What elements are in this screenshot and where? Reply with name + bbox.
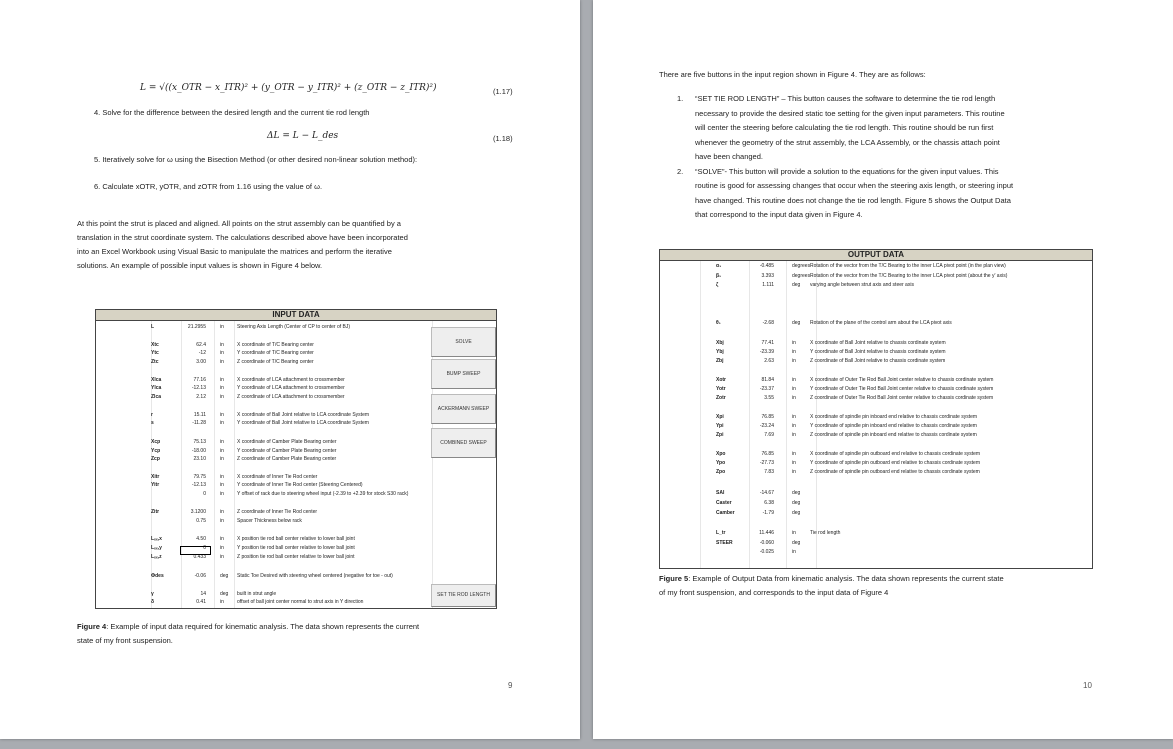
list-item-line: necessary to provide the desired static toe setting for the given input parameters. This routine xyxy=(695,108,1005,118)
combined-sweep-button[interactable]: COMBINED SWEEP xyxy=(431,428,496,458)
equation-1-17: L = √((x_OTR − x_ITR)² + (y_OTR − y_ITR)² + (z_OTR − z_ITR)²) xyxy=(140,83,437,93)
cell-val[interactable]: 15.11 xyxy=(193,412,206,418)
table-row xyxy=(660,509,1092,518)
cell-desc: Z coordinate of spindle pin outboard end relative to chassis cordinate system xyxy=(810,469,980,475)
cell-unit: in xyxy=(220,456,224,462)
cell-val[interactable]: -12 xyxy=(198,350,206,356)
cell-unit: in xyxy=(792,549,796,555)
cell-val[interactable]: 0.41 xyxy=(196,599,206,605)
page-9 xyxy=(0,0,580,739)
cell-desc: Static Toe Desired with steering wheel centered (negative for toe - out) xyxy=(237,573,393,579)
list-item-line: whenever the geometry of the strut assembly, the LCA Assembly, or the chassis attach point xyxy=(695,137,1000,147)
cell-val[interactable]: -23.39 xyxy=(759,349,774,355)
cell-sym: Xlca xyxy=(151,377,162,383)
cell-sym: γ xyxy=(151,591,154,597)
table-row xyxy=(660,489,1092,498)
cell-unit: in xyxy=(220,518,224,524)
cell-val[interactable]: 76.85 xyxy=(761,451,774,457)
cell-unit: deg xyxy=(792,490,801,496)
cell-sym: Zpo xyxy=(716,469,726,475)
cell-unit: in xyxy=(792,451,796,457)
list-item-line: have been changed. xyxy=(695,152,763,161)
cell-desc: Z coordinate of Outer Tie Rod Ball Joint center relative to chassis cordinate system xyxy=(810,395,994,401)
cell-desc: built in strut angle xyxy=(237,591,277,597)
cell-val[interactable]: 1.111 xyxy=(762,282,774,288)
output-data-table xyxy=(659,249,1093,569)
cell-desc: Y coordinate of Ball Joint relative to chassis cordinate system xyxy=(810,349,946,355)
cell-desc: Y offset of rack due to steering wheel input (-2.39 to +2.39 for stock S30 rack) xyxy=(237,491,409,497)
table-row xyxy=(660,459,1092,468)
cell-val[interactable]: -23.37 xyxy=(759,386,774,392)
cell-unit: in xyxy=(220,359,224,365)
cell-unit: in xyxy=(792,358,796,364)
cell-unit: degrees xyxy=(792,273,811,279)
cell-sym: L xyxy=(151,324,155,330)
cell-desc: X coordinate of Outer Tie Rod Ball Joint center relative to chassis cordinate system xyxy=(810,377,994,383)
table-row xyxy=(96,490,496,499)
cell-desc: varying angle between strut axis and steer axis xyxy=(810,282,914,288)
cell-unit: in xyxy=(220,491,224,497)
equation-number: (1.18) xyxy=(493,134,513,143)
cell-desc: Z coordinate of Camber Plate Bearing center xyxy=(237,456,337,462)
cell-val[interactable]: -27.73 xyxy=(759,460,774,466)
cell-val[interactable]: -12.13 xyxy=(191,385,206,391)
intro-text: There are five buttons in the input region shown in Figure 4. They are as follows: xyxy=(659,70,926,79)
table-row xyxy=(660,281,1092,290)
list-number: 1. xyxy=(677,94,684,103)
cell-val[interactable]: 77.16 xyxy=(193,377,206,383)
cell-desc: X coordinate of T/C Bearing center xyxy=(237,342,314,348)
step-5: 5. Iteratively solve for ω using the Bisection Method (or other desired non-linear solution method): xyxy=(94,155,418,164)
cell-val[interactable]: 0 xyxy=(203,491,206,497)
table-row xyxy=(660,431,1092,440)
cell-desc: Z position tie rod ball center relative to lower ball joint xyxy=(237,554,355,560)
cell-unit: in xyxy=(792,414,796,420)
cell-sym: Xtc xyxy=(151,342,159,348)
cell-val[interactable]: -1.79 xyxy=(762,510,774,516)
table-row xyxy=(660,262,1092,271)
cell-desc: Y coordinate of Camber Plate Bearing center xyxy=(237,448,337,454)
cell-unit: in xyxy=(792,530,796,536)
cell-sym: Xotr xyxy=(716,377,726,383)
caption-text-line2: state of my front suspension. xyxy=(77,636,173,645)
table-row xyxy=(660,394,1092,403)
cell-desc: offset of ball joint center normal to strut axis in Y direction xyxy=(237,599,364,605)
cell-unit: in xyxy=(792,349,796,355)
output-table-title: OUTPUT DATA xyxy=(660,250,1092,261)
page-number: 10 xyxy=(1083,681,1092,690)
cell-unit: in xyxy=(220,394,224,400)
cell-desc: Rotation of the vector from the T/C Bearing to the inner LCA pivot point (about the y' axis) xyxy=(810,273,1008,279)
table-row xyxy=(660,319,1092,328)
cell-unit: in xyxy=(220,439,224,445)
cell-val[interactable]: -23.24 xyxy=(759,423,774,429)
cell-unit: deg xyxy=(792,510,801,516)
paragraph-line: into an Excel Workbook using Visual Basic to manipulate the matrices and perform the iterative xyxy=(77,247,392,256)
cell-desc: Rotation of the plane of the control arm about the LCA pivot axis xyxy=(810,320,952,326)
cell-sym: Xbj xyxy=(716,340,724,346)
equation-1-18: ΔL = L − L_des xyxy=(267,131,339,141)
cell-desc: Y coordinate of Inner Tie Rod center (Steering Centered) xyxy=(237,482,363,488)
page-number: 9 xyxy=(508,681,513,690)
table-row xyxy=(96,544,496,553)
cell-sym: Zitr xyxy=(151,509,160,515)
cell-unit: deg xyxy=(792,540,801,546)
step-4: 4. Solve for the difference between the desired length and the current tie rod length xyxy=(94,108,370,117)
cell-val[interactable]: 76.85 xyxy=(761,414,774,420)
cell-val[interactable]: -0.025 xyxy=(759,549,774,555)
cell-sym: Ylca xyxy=(151,385,162,391)
cell-desc: X coordinate of Inner Tie Rod center xyxy=(237,474,318,480)
cell-sym: Ypo xyxy=(716,460,726,466)
cell-sym: δ xyxy=(151,599,155,605)
list-item xyxy=(677,92,1107,165)
table-row xyxy=(96,535,496,544)
cell-val[interactable]: 0 xyxy=(203,545,206,551)
paragraph-line: solutions. An example of possible input values is shown in Figure 4 below. xyxy=(77,261,323,270)
cell-val[interactable]: -18.00 xyxy=(191,448,206,454)
table-row xyxy=(660,529,1092,538)
cell-unit: in xyxy=(792,469,796,475)
cell-desc: Y position tie rod ball center relative to lower ball joint xyxy=(237,545,355,551)
cell-unit: in xyxy=(220,385,224,391)
cell-sym: SAI xyxy=(716,490,725,496)
cell-sym: Lₓₓ,z xyxy=(151,554,162,560)
cell-sym: Yitr xyxy=(151,482,160,488)
cell-val[interactable]: 79.75 xyxy=(193,474,206,480)
cell-val[interactable]: -12.13 xyxy=(191,482,206,488)
cell-unit: deg xyxy=(220,591,229,597)
cell-sym: Caster xyxy=(716,500,732,506)
table-row xyxy=(96,508,496,517)
cell-unit: deg xyxy=(220,573,229,579)
cell-sym: Camber xyxy=(716,510,735,516)
cell-val[interactable]: 6.38 xyxy=(764,500,774,506)
table-row xyxy=(660,272,1092,281)
cell-unit: in xyxy=(220,554,224,560)
cell-desc: Y coordinate of spindle pin inboard end relative to chassis cordinate system xyxy=(810,423,977,429)
cell-desc: Spacer Thickness below rack xyxy=(237,518,302,524)
cell-sym: Xcp xyxy=(151,439,161,445)
table-row xyxy=(660,339,1092,348)
cell-unit: in xyxy=(220,509,224,515)
list-item-line: “SOLVE”- This button will provide a solution to the equations for the given input values. This xyxy=(695,166,999,176)
caption-text: : Example of input data required for kinematic analysis. The data shown represents the current xyxy=(106,622,420,631)
list-item-line: will center the steering before calculating the tie rod length. This routine should be run first xyxy=(695,123,994,132)
input-data-table xyxy=(95,309,497,609)
cell-sym: r xyxy=(151,412,153,418)
cell-val[interactable]: 81.84 xyxy=(761,377,774,383)
cell-unit: in xyxy=(220,324,224,330)
cell-desc: Rotation of the vector from the T/C Bearing to the inner LCA pivot point (in the plan view) xyxy=(810,263,1006,269)
button-list xyxy=(677,92,1107,223)
cell-sym: Lₓₓ,x xyxy=(151,536,162,542)
cell-sym: Ytc xyxy=(151,350,159,356)
cell-sym: Ybj xyxy=(716,349,724,355)
cell-sym: Zlca xyxy=(151,394,162,400)
cell-desc: Z coordinate of spindle pin inboard end relative to chassis cordinate system xyxy=(810,432,977,438)
cell-desc: Y coordinate of T/C Bearing center xyxy=(237,350,314,356)
cell-val[interactable]: 0.433 xyxy=(193,554,206,560)
cell-unit: in xyxy=(220,474,224,480)
caption-label: Figure 5 xyxy=(659,574,689,583)
equation-number: (1.17) xyxy=(493,87,513,96)
table-row xyxy=(660,422,1092,431)
cell-val[interactable]: 11.446 xyxy=(759,530,774,536)
caption-label: Figure 4 xyxy=(77,622,107,631)
cell-val[interactable]: 75.13 xyxy=(193,439,206,445)
cell-val[interactable]: 3.55 xyxy=(764,395,774,401)
cell-desc: X position tie rod ball center relative to lower ball joint xyxy=(237,536,355,542)
cell-unit: degrees xyxy=(792,263,811,269)
cell-val[interactable]: 7.69 xyxy=(764,432,774,438)
cell-desc: X coordinate of Ball Joint relative to chassis cordinate system xyxy=(810,340,946,346)
cell-val[interactable]: 7.83 xyxy=(764,469,774,475)
cell-unit: in xyxy=(220,377,224,383)
cell-val[interactable]: -14.67 xyxy=(759,490,774,496)
cell-desc: Z coordinate of Inner Tie Rod center xyxy=(237,509,318,515)
selected-cell[interactable] xyxy=(180,546,211,555)
set-tie-rod-length-button[interactable]: SET TIE ROD LENGTH xyxy=(431,584,496,607)
cell-desc: X coordinate of Camber Plate Bearing center xyxy=(237,439,337,445)
cell-sym: Xpo xyxy=(716,451,726,457)
cell-val[interactable]: -11.28 xyxy=(192,420,206,426)
cell-unit: in xyxy=(220,420,224,426)
page-10 xyxy=(593,0,1173,739)
cell-sym: Ztc xyxy=(151,359,159,365)
bump-sweep-button[interactable]: BUMP SWEEP xyxy=(431,359,496,389)
cell-val[interactable]: 3.00 xyxy=(196,359,206,365)
list-item-line: “SET TIE ROD LENGTH” – This button causes the software to determine the tie rod length xyxy=(695,94,996,103)
cell-sym: Xpi xyxy=(716,414,724,420)
cell-sym: θ₁ xyxy=(716,320,721,326)
cell-desc: Y coordinate of Outer Tie Rod Ball Joint center relative to chassis cordinate system xyxy=(810,386,994,392)
cell-val[interactable]: -0.06 xyxy=(194,573,206,579)
table-row xyxy=(660,348,1092,357)
cell-sym: Ycp xyxy=(151,448,161,454)
cell-desc: Z coordinate of T/C Bearing center xyxy=(237,359,314,365)
paragraph-line: At this point the strut is placed and aligned. All points on the strut assembly can be quantified by a xyxy=(77,219,401,228)
list-number: 2. xyxy=(677,166,684,176)
cell-sym: L_tr xyxy=(716,530,726,536)
cell-val[interactable]: -0.060 xyxy=(759,540,774,546)
table-row xyxy=(96,553,496,562)
cell-val[interactable]: 2.63 xyxy=(764,358,774,364)
cell-unit: in xyxy=(220,599,224,605)
table-row xyxy=(96,572,496,581)
cell-desc: X coordinate of spindle pin inboard end relative to chassis cordinate system xyxy=(810,414,978,420)
cell-unit: in xyxy=(792,377,796,383)
cell-unit: in xyxy=(220,350,224,356)
cell-sym: Xitr xyxy=(151,474,160,480)
cell-val[interactable]: 3.393 xyxy=(761,273,774,279)
list-item xyxy=(677,165,1107,223)
cell-desc: Y coordinate of spindle pin outboard end relative to chassis cordinate system xyxy=(810,460,981,466)
solve-button[interactable]: SOLVE xyxy=(431,327,496,357)
cell-unit: deg xyxy=(792,500,801,506)
cell-unit: in xyxy=(220,482,224,488)
cell-desc: Z coordinate of Ball Joint relative to chassis cordinate system xyxy=(810,358,946,364)
cell-val[interactable]: 62.4 xyxy=(196,342,206,348)
cell-unit: in xyxy=(792,395,796,401)
cell-desc: Z coordinate of LCA attachment to crossmember xyxy=(237,394,345,400)
cell-unit: in xyxy=(220,412,224,418)
cell-val[interactable]: 23.10 xyxy=(193,456,206,462)
cell-val[interactable]: 3.1200 xyxy=(190,509,206,515)
table-row xyxy=(660,468,1092,477)
cell-val[interactable]: 21.2955 xyxy=(187,324,206,330)
cell-sym: STEER xyxy=(716,540,733,546)
cell-val[interactable]: 2.12 xyxy=(196,394,206,400)
cell-sym: Zbj xyxy=(716,358,724,364)
paragraph xyxy=(77,217,408,273)
cell-unit: in xyxy=(792,432,796,438)
figure-5-caption xyxy=(659,572,1004,600)
cell-sym: Yotr xyxy=(716,386,726,392)
cell-desc: Y coordinate of Ball Joint relative to LCA coordinate System xyxy=(237,420,369,426)
cell-unit: in xyxy=(220,545,224,551)
table-row xyxy=(660,548,1092,557)
input-table-title: INPUT DATA xyxy=(96,310,496,321)
cell-sym: ζ xyxy=(716,282,719,288)
cell-desc: Steering Axis Length (Center of CP to center of BJ) xyxy=(237,324,351,330)
table-row xyxy=(96,481,496,490)
paragraph-line: translation in the strut coordinate system. The calculations described above have been incorporated xyxy=(77,233,408,242)
cell-sym: Lₓₓ,y xyxy=(151,545,162,551)
cell-desc: X coordinate of LCA attachment to crossmember xyxy=(237,377,345,383)
table-row xyxy=(660,539,1092,548)
cell-unit: in xyxy=(220,342,224,348)
table-row xyxy=(660,385,1092,394)
cell-sym: α₁ xyxy=(716,263,722,269)
table-row xyxy=(660,376,1092,385)
cell-desc: Tie rod length xyxy=(810,530,841,536)
list-item-line: that correspond to the input data given in Figure 4. xyxy=(695,210,863,219)
table-row xyxy=(660,413,1092,422)
cell-unit: in xyxy=(792,423,796,429)
figure-4-caption xyxy=(77,620,419,648)
cell-sym: β₁ xyxy=(716,273,722,279)
step-6: 6. Calculate xOTR, yOTR, and zOTR from 1.16 using the value of ω. xyxy=(94,182,323,191)
table-row xyxy=(660,357,1092,366)
cell-desc: X coordinate of Ball Joint relative to LCA coordinate System xyxy=(237,412,370,418)
ackermann-sweep-button[interactable]: ACKERMANN SWEEP xyxy=(431,394,496,424)
cell-unit: in xyxy=(220,448,224,454)
table-row xyxy=(660,499,1092,508)
cell-sym: Ypi xyxy=(716,423,724,429)
list-item-line: routine is good for assessing changes that occur when the steering axis length, or steering input xyxy=(695,181,1014,190)
cell-desc: Y coordinate of LCA attachment to crossmember xyxy=(237,385,345,391)
cell-sym: s xyxy=(151,420,154,426)
cell-unit: deg xyxy=(792,320,801,326)
cell-sym: Zotr xyxy=(716,395,726,401)
cell-val[interactable]: 4.50 xyxy=(196,536,206,542)
cell-val[interactable]: -0.485 xyxy=(759,263,774,269)
cell-val[interactable]: 14 xyxy=(200,591,206,597)
table-row xyxy=(660,450,1092,459)
caption-text: : Example of Output Data from kinematic analysis. The data shown represents the current state xyxy=(688,574,1004,583)
cell-unit: in xyxy=(220,536,224,542)
cell-unit: in xyxy=(792,460,796,466)
cell-val[interactable]: 77.41 xyxy=(761,340,774,346)
cell-unit: deg xyxy=(792,282,801,288)
cell-unit: in xyxy=(792,340,796,346)
list-item-line: have changed. This routine does not change the tie rod length. Figure 5 shows the Output Data xyxy=(695,195,1011,205)
cell-sym: Zcp xyxy=(151,456,160,462)
cell-val[interactable]: -2.68 xyxy=(762,320,774,326)
cell-unit: in xyxy=(792,386,796,392)
cell-val[interactable]: 0.75 xyxy=(196,518,206,524)
table-row xyxy=(96,517,496,526)
cell-desc: X coordinate of spindle pin outboard end relative to chassis cordinate system xyxy=(810,451,981,457)
cell-sym: Φdes xyxy=(151,573,164,579)
caption-text-line2: of my front suspension, and corresponds to the input data of Figure 4 xyxy=(659,588,889,597)
cell-sym: Zpi xyxy=(716,432,724,438)
